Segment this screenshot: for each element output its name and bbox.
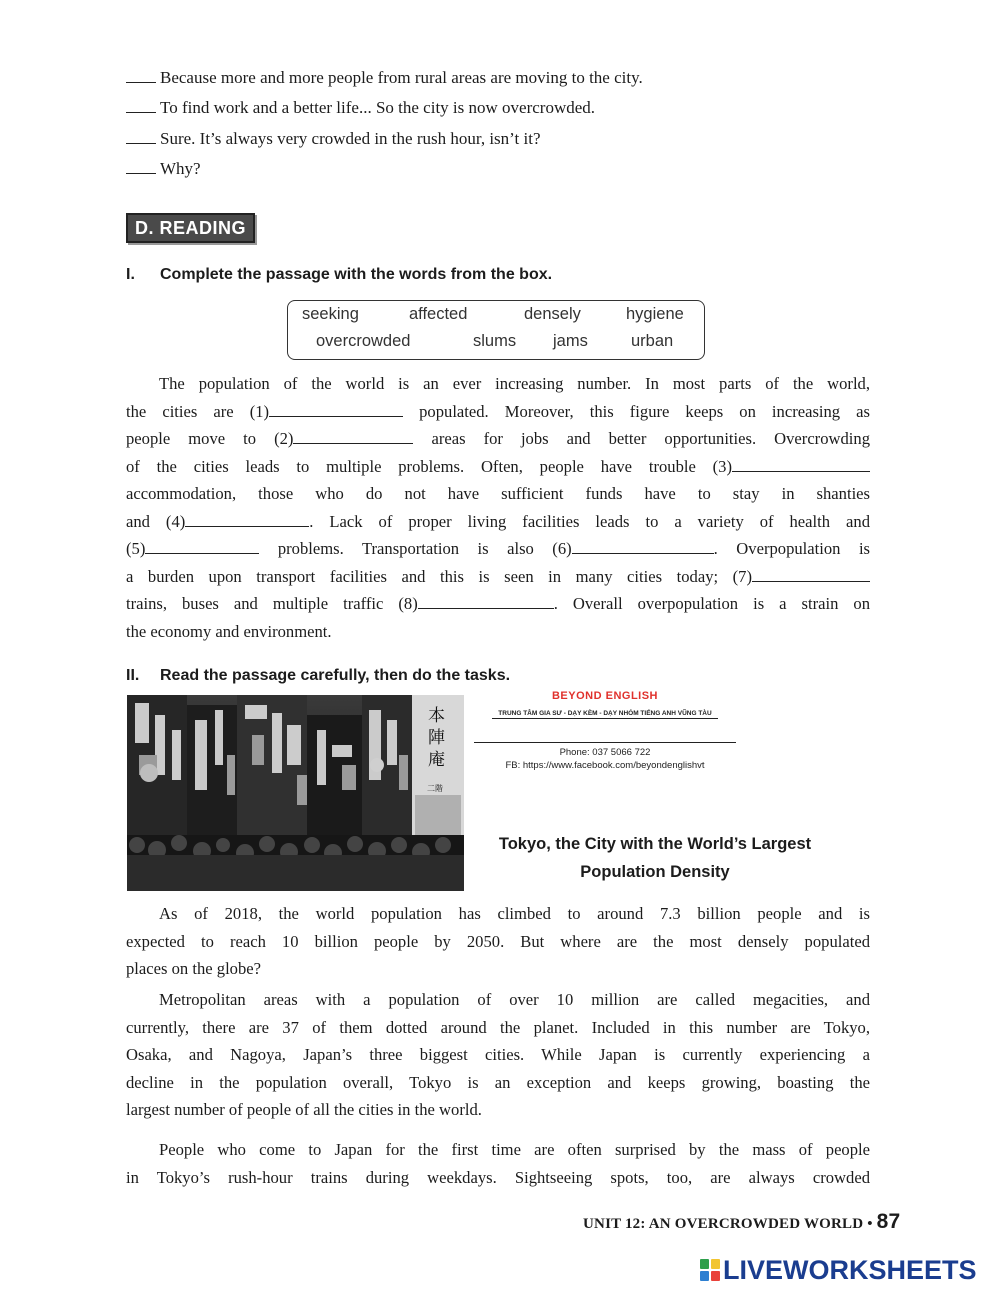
answer-blank[interactable] [126,68,156,83]
word-item: affected [409,305,468,323]
task-instruction: Read the passage carefully, then do the tasks. [160,667,511,684]
word-item: slums [473,332,517,350]
brand-tagline: TRUNG TÂM GIA SƯ - DẠY KÈM - DẠY NHÓM TIẾNG ANH VŨNG TÀU [492,710,717,719]
liveworksheets-logo[interactable] [700,1255,977,1285]
tokyo-street-photo [127,695,464,891]
street-scene-illustration [127,695,464,891]
page-footer [583,1210,900,1234]
passage-line: the cities are (1) populated. Moreover, this figure keeps on increasing as [126,401,870,421]
sign-small-text: 二階 [427,784,443,793]
passage-line: and (4) . Lack of proper living facilities leads to a variety of health and [126,511,870,531]
passage-line: of the cities leads to multiple problems. Often, people have trouble (3) [126,453,870,481]
brand-name: BEYOND ENGLISH [551,690,658,702]
answer-blank-1[interactable] [269,401,403,417]
article-paragraph: People who come to Japan for the first time are often surprised by the mass of people in Tokyo’s rush-hour trains during weekdays. Sightseeing spots, too, are always crowded [126,1140,870,1187]
answer-blank[interactable] [126,98,156,113]
word-item: densely [524,305,581,323]
answer-blank-7[interactable] [752,566,870,582]
passage-line: people move to (2) areas for jobs and better opportunities. Overcrowding [126,429,870,448]
dialogue-line: Sure. It’s always very crowded in the rush hour, isn’t it? [126,128,540,150]
article-paragraph: As of 2018, the world population has climbed to around 7.3 billion people and is expected to reach 10 billion people by 2050. But where are the most densely populated places on the globe? [126,904,870,978]
dialogue-line: Why? [126,158,201,180]
answer-blank[interactable] [126,129,156,144]
task-instruction: Complete the passage with the words from the box. [160,266,553,283]
sign-char: 庵 [428,750,445,770]
word-item: overcrowded [316,332,411,350]
task-number: II. [126,667,140,684]
passage-line: a burden upon transport facilities and this is seen in many cities today; (7) [126,563,870,591]
dialogue-line: Because more and more people from rural areas are moving to the city. [126,67,643,89]
word-box [287,300,705,360]
word-item: jams [553,332,588,350]
task-number: I. [126,266,135,283]
article-paragraph: Metropolitan areas with a population of over 10 million are called megacities, and currently, there are 37 of them dotted around the planet. Included in this number are Tokyo, Osaka, and Nagoya, Japan’s three biggest cities. While Japan is currently experiencing a decline in the population overall, Tokyo is an exception and keeps growing, boasting the largest number of people of all the cities in the world. [126,990,870,1119]
answer-blank-8[interactable] [418,593,554,609]
answer-blank-3[interactable] [732,456,870,472]
answer-blank[interactable] [126,159,156,174]
fill-in-passage [126,370,870,645]
passage-line: the economy and environment. [126,621,332,641]
brand-watermark [470,690,740,772]
article-title: Tokyo, the City with the World’s Largest Population Density [498,835,812,881]
answer-blank-2[interactable] [293,428,413,444]
passage-line: The population of the world is an ever increasing number. In most parts of the world, [159,374,870,393]
liveworksheets-icon [700,1259,720,1281]
word-item: urban [631,332,674,350]
word-item: hygiene [626,305,684,323]
passage-line: (5) problems. Transportation is also (6) . Overpopulation is [126,539,871,558]
passage-line: accommodation, those who do not have sufficient funds have to stay in shanties [126,484,870,503]
passage-line: trains, buses and multiple traffic (8) . Overall overpopulation is a strain on [126,594,870,613]
task-heading [126,666,510,686]
word-item: seeking [302,305,359,323]
dialogue-line: To find work and a better life... So the city is now overcrowded. [126,97,595,119]
brand-facebook: FB: https://www.facebook.com/beyondenglishvt [505,760,705,771]
answer-blank-4[interactable] [185,511,309,527]
answer-blank-5[interactable] [145,538,259,554]
page-number: 87 [876,1210,901,1233]
brand-phone: Phone: 037 5066 722 [559,747,651,758]
task-heading [126,265,552,285]
sign-char: 陣 [428,728,445,748]
answer-blank-6[interactable] [572,538,714,554]
sign-char: 本 [428,706,445,726]
liveworksheets-text: LIVEWORKSHEETS [723,1254,977,1285]
divider [474,742,736,743]
section-header: D. READING [126,213,255,243]
unit-title: UNIT 12: AN OVERCROWDED WORLD • [583,1216,873,1232]
